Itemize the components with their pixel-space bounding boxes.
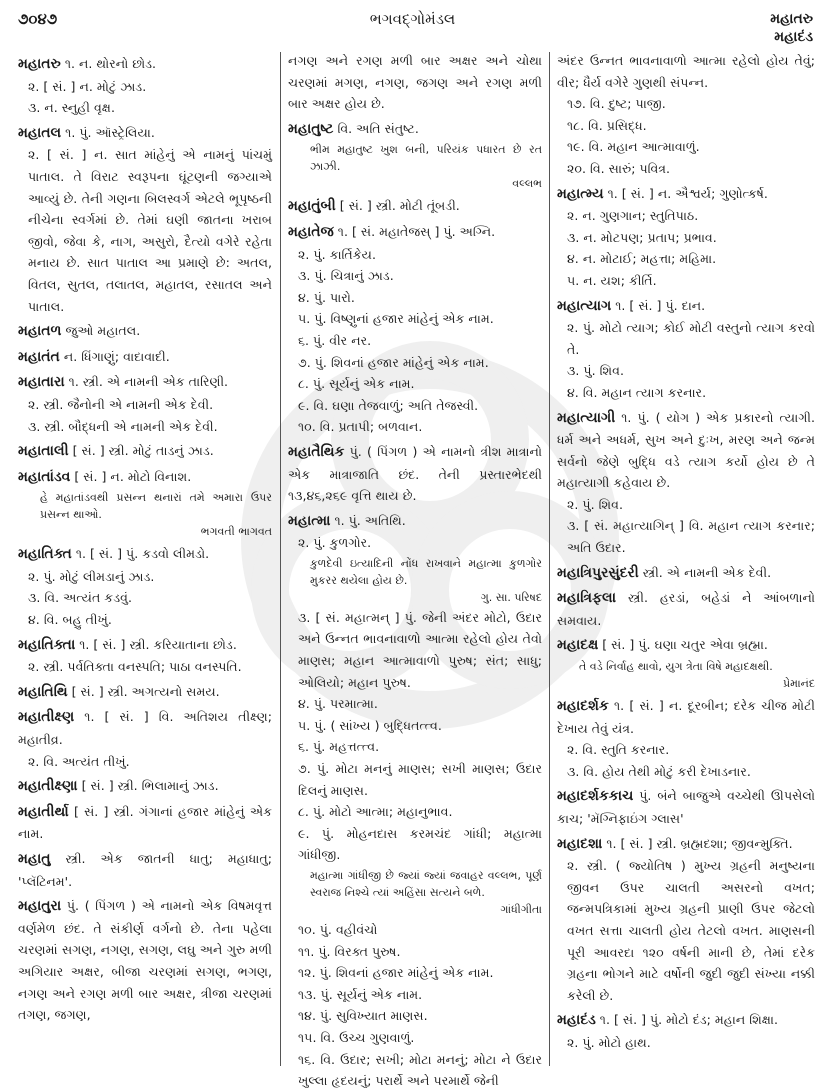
dictionary-entry xyxy=(557,1009,815,1032)
sense-line: ૧૦. પું. વહીવંચો xyxy=(298,922,378,937)
sense-line: ૩. ન. સ્નુહી વૃક્ષ. xyxy=(28,100,115,116)
sense-line: ૨. પું. કુળગોર. xyxy=(298,535,372,551)
headword: મહાદંડ xyxy=(557,1012,596,1029)
dictionary-entry xyxy=(18,53,272,76)
headword: મહાત્યાગ xyxy=(557,297,612,314)
definition: જુઓ મહાતલ. xyxy=(61,323,141,339)
book-title: ભગવદ્ગોમંડલ xyxy=(369,10,456,28)
sense-line: ૪. પું. પારો. xyxy=(298,289,355,305)
dictionary-entry xyxy=(18,466,272,489)
headword: મહાતીર્થા xyxy=(18,803,69,820)
headword: મહાતિક્ત xyxy=(18,546,72,563)
sense-line: ૯. વિ. ઘણા તેજવાળું; અતિ તેજસ્વી. xyxy=(298,397,479,413)
headword: મહાતારા xyxy=(18,374,65,391)
sense-line: ૨. પું. મોટો હાથ. xyxy=(567,1034,651,1050)
page-header xyxy=(0,8,825,48)
sense-line: ૨. [ સં. ] ન. સાત માંહેનું એ નામનું પાંચમું પાતાલ. તે વિરાટ સ્વરૂપના ઘૂંટણની જગ્યાએ આવ્યું છે. તેની ગણના બિલસ્વર્ગ એટલે ભૂપૃષ્ઠની નીચેના સ્વર્ગમાં છે. તેમાં ઘણી જાતના ખરાબ જીવો, જેવા કે, નાગ, અસુરો, દૈત્યો વગેરે રહેતા મનાય છે. સાત પાતાલ આ પ્રમાણે છે: અતલ, વિતલ, સુતલ, તલાતલ, મહાતલ, રસાતલ અને પાતાલ. xyxy=(28,147,272,314)
guide-word-last: મહાદંડ xyxy=(774,29,813,45)
quote-source: પ્રેમાનંદ xyxy=(783,677,815,691)
sense-line: ૯. પું. મોહનદાસ કરમચંદ ગાંધી; મહાત્મા ગાંધીજી. xyxy=(298,825,542,863)
dictionary-entry xyxy=(557,833,815,856)
headword: મહાતુંબી xyxy=(288,198,336,215)
headword: મહાતલ xyxy=(18,124,62,141)
sense-line: ૧૦. વિ. પ્રતાપી; બળવાન. xyxy=(298,419,423,435)
sense-line: ૨. સ્ત્રી. જૈનોની એ નામની એક દેવી. xyxy=(28,396,214,412)
citation-quote xyxy=(288,555,542,606)
dictionary-entry xyxy=(18,371,272,394)
dictionary-entry xyxy=(557,562,815,585)
sense-line: ૧૯. વિ. મહાન આત્માવાળું. xyxy=(567,139,700,155)
definition: ૧. પું. ઑસ્ટ્રેલિયા. xyxy=(61,124,155,140)
sense-line: ૧૮. વિ. પ્રસિદ્ધ. xyxy=(567,117,647,133)
headword: મહાદશા xyxy=(557,835,603,852)
sense-line: ૨. વિ. અત્યંત તીખું. xyxy=(28,753,130,769)
definition: [ સં. ] ન. મોટો વિનાશ. xyxy=(70,468,192,484)
definition: ૧. [ સં. ] ન. ઐશ્વર્ય; ગુણોત્કર્ષ. xyxy=(603,185,768,201)
headword: મહાતાલી xyxy=(18,443,69,460)
definition: [ સં. ] સ્ત્રી. મોટું તાડનું ઝાડ. xyxy=(68,443,214,459)
headword: મહાતીક્ષ્ણ xyxy=(18,709,75,726)
definition: ૧. [ સં. ] પું. દાન. xyxy=(611,297,706,313)
definition: વિ. અતિ સંતુષ્ટ. xyxy=(333,120,419,136)
sense-line: ૩. સ્ત્રી. બૌદ્ધની એ નામની એક દેવી. xyxy=(28,418,218,434)
definition: ૧. [ સં. ] પું. કડવો લીમડો. xyxy=(71,546,210,562)
sense-line: ૨. વિ. સ્તુતિ કરનાર. xyxy=(567,742,670,758)
dictionary-entry xyxy=(18,440,272,463)
sense-line: ૫. પું. વિષ્ણુનાં હજાર માંહેનું એક નામ. xyxy=(298,311,494,327)
dictionary-entry xyxy=(18,706,272,750)
sense-line: ૨. પું. મોટું લીમડાનું ઝાડ. xyxy=(28,568,155,584)
quote-text: મહાત્મા ગાંધીજી છે જ્યાં જ્યાં જવાહર વલ્લભ, પૂર્ણ સ્વરાજ નિશ્ચે ત્યાં અહિંસા સત્યને બળે. xyxy=(310,869,542,899)
citation-quote xyxy=(18,489,272,540)
continued-text: નગણ અને રગણ મળી બાર અક્ષર અને ચોથા ચરણમાં મગણ, નગણ, જગણ અને રગણ મળી બાર અક્ષર હોય છે. xyxy=(288,53,542,112)
definition: ૧. [ સં. ] વિ. અતિશય તીક્ષ્ણ; મહાતીવ્ર. xyxy=(18,709,272,748)
quote-text: કુળદેવી ઇત્યાદિની નોંધ રાખવાને મહાત્મા કુળગોર મુકરર થયેલા હોય છે. xyxy=(310,556,542,587)
continued-text: અંદર ઉન્નત ભાવનાવાળો આત્મા રહેલો હોય તેવું; વીર; ધૈર્ય વગેરે ગુણથી સંપન્ન. xyxy=(557,53,815,90)
dictionary-entry xyxy=(288,195,542,218)
sense-line: ૨. [ સં. ] ન. મોટું ઝાડ. xyxy=(28,78,147,94)
quote-text: ભીમ મહાતુષ્ટ ખુશ બની, પરિયંક પધારત છે રત ઝાઝી. xyxy=(310,143,542,174)
dictionary-entry xyxy=(557,785,815,829)
dictionary-entry xyxy=(557,634,815,657)
dictionary-entry xyxy=(557,587,815,631)
definition: [ સં. ] પું. ઘણા ચતુર એવા બ્રહ્મા. xyxy=(598,637,768,653)
definition: ૧. [ સં. ] ન. દૂરબીન; દરેક ચીજ મોટી દેખાય તેવું યંત્ર. xyxy=(557,698,815,736)
definition: ૧. [ સં. ] સ્ત્રી. કરિયાતાના છોડ. xyxy=(75,636,237,652)
headword: મહાત્મા xyxy=(288,512,331,529)
quote-source: ગુ. સા. પરિષદ xyxy=(480,590,542,604)
sense-line: ૧૭. વિ. દુષ્ટ; પાજી. xyxy=(567,96,666,112)
citation-quote xyxy=(288,867,542,918)
dictionary-entry xyxy=(18,320,272,343)
dictionary-entry xyxy=(18,801,272,845)
dictionary-entry xyxy=(18,775,272,798)
definition: ૧. [ સં. ] સ્ત્રી. બ્રહ્મદશા; જીવન્મુક્તિ. xyxy=(602,835,793,851)
sense-line: ૧૪. પું. સુવિખ્યાત માણસ. xyxy=(298,1008,428,1024)
quote-source: ગાંધીગીતા xyxy=(500,903,542,916)
definition: ૧. સ્ત્રી. એ નામની એક તારિણી. xyxy=(64,374,229,390)
sense-line: ૫. પું. ( સાંખ્ય ) બુદ્ધિતત્ત્વ. xyxy=(298,717,442,733)
definition: ૧. [ સં. મહાતેજસ્ ] પું. અગ્નિ. xyxy=(333,223,496,239)
headword: મહાતુ xyxy=(18,851,51,867)
sense-line: ૧૧. પું. વિરક્ત પુરુષ. xyxy=(298,943,401,959)
dictionary-entry xyxy=(18,895,272,1026)
headword: મહાદક્ષ xyxy=(557,637,599,654)
definition: ૧. ન. થોરનો છોડ. xyxy=(60,56,157,71)
page-number: ૭૦૪૭ xyxy=(18,10,58,28)
column-divider xyxy=(549,52,550,1066)
sense-line: ૭. પું. મોટા મનનું માણસ; સખી માણસ; ઉદાર દિલનું માણસ. xyxy=(298,761,542,798)
sense-line: ૨૦. વિ. સારું; પવિત્ર. xyxy=(567,160,671,176)
sense-line: ૪. વિ. બહુ તીખું. xyxy=(28,612,112,628)
definition: [ સં. ] સ્ત્રી. અગત્યનો સમય. xyxy=(67,683,220,699)
definition: પું. બંને બાજુએ વચ્ચેથી ઊપસેલો કાચ; 'મૅગ્નિફાઇંગ ગ્લાસ' xyxy=(557,788,815,826)
definition: પું. ( પિંગળ ) એ નામનો એક વિષમવૃત્ત વર્ણમેળ છંદ. તે સંકીર્ણ વર્ગનો છે. તેના પહેલા ચરણમાં સગણ, નગણ, સગણ, લઘુ અને ગુરુ મળી અગિયાર અક્ષર, બીજા ચરણમાં સગણ, ભગણ, નગણ અને રગણ મળી બાર અક્ષર, ત્રીજા ચરણમાં તગણ, જગણ, xyxy=(18,898,272,1023)
headword: મહાતુષ્ટ xyxy=(288,120,334,137)
headword: મહાતંત xyxy=(18,348,60,365)
sense-line: ૧૨. પું. શિવનાં હજાર માંહેનું એક નામ. xyxy=(298,965,494,981)
sense-line: ૫. ન. યશ; કીર્તિ. xyxy=(567,272,657,288)
column-1 xyxy=(18,50,272,1026)
headword: મહાતૈથિક xyxy=(288,443,345,460)
dictionary-entry xyxy=(18,634,272,657)
sense-line: ૩. ન. મોટપણ; પ્રતાપ; પ્રભાવ. xyxy=(567,229,717,245)
guide-words xyxy=(770,10,813,46)
definition: ન. ધિંગાણું; વાદાવાદી. xyxy=(59,348,170,364)
headword: મહાતીક્ષ્ણા xyxy=(18,778,78,795)
definition: [ સં. ] સ્ત્રી. ભિલામાનું ઝાડ. xyxy=(77,778,219,794)
dictionary-entry xyxy=(288,118,542,141)
headword: મહાતરુ xyxy=(18,56,61,72)
sense-line: ૨. સ્ત્રી. પર્વતિક્તા વનસ્પતિ; પાઠા વનસ્પતિ. xyxy=(28,659,242,675)
sense-line: ૪. પું. પરમાત્મા. xyxy=(298,696,378,712)
definition: [ સં. ] સ્ત્રી. મોટી તૂંબડી. xyxy=(335,198,460,214)
definition: [ સં. ] સ્ત્રી. ગંગાનાં હજાર માંહેનું એક નામ. xyxy=(18,803,272,842)
dictionary-entry xyxy=(288,221,542,244)
sense-line: ૧૬. વિ. ઉદાર; સખી; મોટા મનનું; મોટા ને ઉદાર ખુલ્લા હૃદયનું; પરાર્થે અને પરમાર્થે જેની xyxy=(298,1051,542,1089)
definition: સ્ત્રી. એક જાતની ધાતુ; મહાધાતુ; 'પ્લૅટિનમ'. xyxy=(18,851,272,889)
headword: મહાત્મ્ય xyxy=(557,185,604,202)
headword: મહાતિથિ xyxy=(18,683,68,700)
sense-line: ૮. પું. સૂર્યનું એક નામ. xyxy=(298,376,415,392)
column-divider xyxy=(280,52,281,1066)
definition: ૧. પું. ( યોગ ) એક પ્રકારનો ત્યાગી. ધર્મ અને અધર્મ, સુખ અને દુઃખ, મરણ અને જન્મ સર્વનો જેણે બુદ્ધિ વડે ત્યાગ કર્યો હોય છે તે મહાત્યાગી કહેવાય છે. xyxy=(557,409,815,491)
dictionary-entry xyxy=(288,441,542,507)
sense-line: ૨. પું. મોટો ત્યાગ; કોઈ મોટી વસ્તુનો ત્યાગ કરવો તે. xyxy=(567,320,815,357)
headword: મહાતાંડવ xyxy=(18,468,71,485)
quote-source: ભગવતી ભાગવત xyxy=(200,525,272,539)
headword: મહાતિક્તા xyxy=(18,636,76,653)
dictionary-entry xyxy=(18,122,272,145)
sense-line: ૬. પું. મહત્તત્ત્વ. xyxy=(298,739,380,755)
citation-quote xyxy=(288,141,542,192)
headword: મહાત્રિફલા xyxy=(557,590,617,607)
sense-line: ૩. [ સં. મહાત્મન્ ] પું. જેની અંદર મોટો, ઉદાર અને ઉન્નત ભાવનાવાળો આત્મા રહેલો હોય તેવો માણસ; મહાન આત્માવાળો પુરુષ; સંત; સાધુ; ઓલિયો; મહાન પુરુષ. xyxy=(298,609,542,690)
quote-text: તે વડે નિર્વાહ થાવો, યુગ ત્રેતા વિષે મહાદક્ષથી. xyxy=(579,660,773,674)
sense-line: ૧૫. વિ. ઉચ્ચ ગુણવાળું. xyxy=(298,1029,415,1045)
sense-line: ૮. પું. મોટો આત્મા; મહાનુભાવ. xyxy=(298,804,453,820)
definition: સ્ત્રી. હરડાં, બહેડાં ને આંબળાનો સમવાય. xyxy=(557,590,815,628)
headword: મહાતળ xyxy=(18,323,62,340)
guide-word-first: મહાતરુ xyxy=(770,11,813,27)
headword: મહાદર્શકકાચ xyxy=(557,788,634,805)
column-3 xyxy=(557,50,815,1054)
citation-quote xyxy=(557,658,815,692)
sense-line: ૨. ન. ગુણગાન; સ્તુતિપાઠ. xyxy=(567,208,699,224)
dictionary-entry xyxy=(288,510,542,533)
sense-line: ૩. પું. શિવ. xyxy=(567,363,624,379)
dictionary-entry xyxy=(557,295,815,318)
dictionary-entry xyxy=(18,681,272,704)
dictionary-entry xyxy=(18,848,272,892)
sense-line: ૩. વિ. હોય તેથી મોટું કરી દેખાડનાર. xyxy=(567,763,751,779)
sense-line: ૭. પું. શિવનાં હજાર માંહેનું એક નામ. xyxy=(298,354,489,370)
sense-line: ૧૩. પું. સૂર્યનું એક નામ. xyxy=(298,986,423,1002)
headword: મહાત્યાગી xyxy=(557,409,616,426)
sense-line: ૬. પું. વીર નર. xyxy=(298,332,372,348)
headword: મહાતેજ xyxy=(288,223,334,240)
dictionary-entry xyxy=(557,695,815,739)
sense-line: ૨. સ્ત્રી. ( જ્યોતિષ ) મુખ્ય ગ્રહની મનુષ્યના જીવન ઉપર ચાલતી અસરનો વખત; જન્મપત્રિકામાં મુખ્ય ગ્રહની પ્રાણી ઉપર જેટલો વખત સત્તા ચાલતી હોય તેટલો વખત. માણસની પૂરી આવરદા ૧૨૦ વર્ષની માની છે, તેમાં દરેક ગ્રહના ભોગને માટે વર્ષોની જુદી જુદી સંખ્યા નક્કી કરેલી છે. xyxy=(567,858,815,1003)
column-2 xyxy=(288,50,542,1092)
sense-line: ૪. ન. મોટાઈ; મહત્તા; મહિમા. xyxy=(567,251,717,267)
quote-text: હે મહાતાંડવથી પ્રસન્ન થનારાં તમે અમારા ઉપર પ્રસન્ન થાઓ. xyxy=(40,491,272,522)
sense-line: ૨. પું. કાર્તિકેય. xyxy=(298,246,376,262)
definition: ૧. પું. અતિથિ. xyxy=(330,512,406,528)
sense-line: ૪. વિ. મહાન ત્યાગ કરનાર. xyxy=(567,384,707,400)
dictionary-entry xyxy=(557,407,815,494)
sense-line: ૩. પું. ચિત્રાનું ઝાડ. xyxy=(298,268,394,284)
dictionary-entry xyxy=(18,543,272,566)
dictionary-entry xyxy=(18,346,272,369)
headword: મહાદર્શક xyxy=(557,698,609,715)
definition: પું. ( પિંગળ ) એ નામનો ત્રીશ માત્રાનો એક માત્રાજાતિ છંદ. તેની પ્રસ્તારભેદથી ૧૩,૪૬,૨૬૯ વૃત્તિ થાય છે. xyxy=(288,443,542,504)
quote-source: વલ્લભ xyxy=(512,177,542,191)
headword: મહાત્રિપુરસુંદરી xyxy=(557,564,639,581)
headword: મહાતુરા xyxy=(18,898,62,915)
definition: ૧. [ સં. ] પું. મોટો દંડ; મહાન શિક્ષા. xyxy=(595,1012,779,1028)
definition: સ્ત્રી. એ નામની એક દેવી. xyxy=(638,564,772,580)
sense-line: ૩. વિ. અત્યંત કડવું. xyxy=(28,590,132,606)
sense-line: ૨. પું. શિવ. xyxy=(567,496,623,512)
dictionary-entry xyxy=(557,183,815,206)
sense-line: ૩. [ સં. મહાત્યાગિન્ ] વિ. મહાન ત્યાગ કરનાર; અતિ ઉદાર. xyxy=(567,518,815,556)
